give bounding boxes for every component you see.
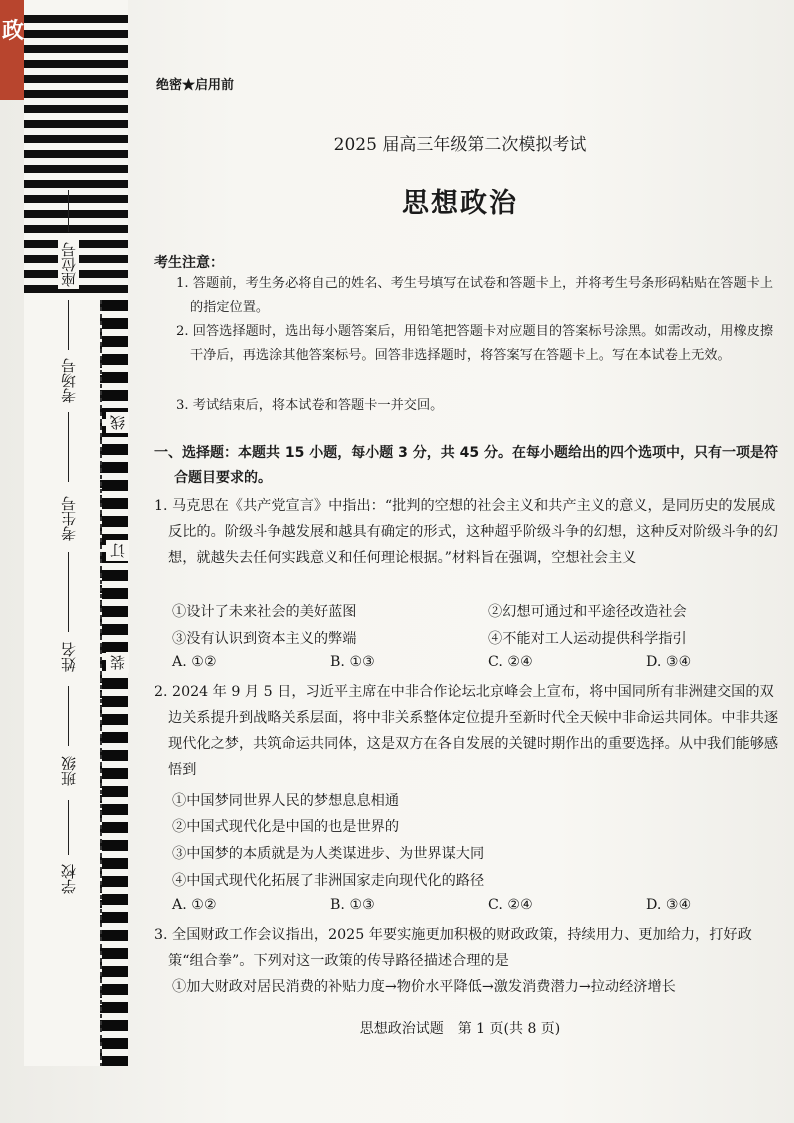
notice-item-3: 3. 考试结束后，将本试卷和答题卡一并交回。 xyxy=(176,398,444,413)
page-content xyxy=(150,0,779,1123)
q2-choice-a: A. ①② xyxy=(172,897,217,913)
q2-statement-1: ①中国梦同世界人民的梦想息息相通 xyxy=(172,793,400,809)
field-line-name xyxy=(68,552,69,632)
field-examinee-number: 考生号 xyxy=(60,496,78,541)
subject-title: 思想政治 xyxy=(402,188,518,219)
field-room-number: 考场号 xyxy=(60,358,78,403)
spine-top-gap xyxy=(24,0,128,10)
field-line-room xyxy=(68,300,69,350)
q2-statement-4: ④中国式现代化拓展了非洲国家走向现代化的路径 xyxy=(172,873,485,889)
q2-choice-d: D. ③④ xyxy=(646,897,692,913)
q1-choice-c: C. ②④ xyxy=(488,654,533,670)
q1-statement-1: ①设计了未来社会的美好蓝图 xyxy=(172,604,357,620)
field-line-class xyxy=(68,686,69,746)
q3-statement-1: ①加大财政对居民消费的补贴力度→物价水平降低→激发消费潜力→拉动经济增长 xyxy=(172,979,676,995)
section-heading: 一、选择题：本题共 15 小题，每小题 3 分，共 45 分。在每小题给出的四个选项中，只有一项是符合题目要求的。 xyxy=(154,445,778,486)
notice-item-1: 1. 答题前，考生务必将自己的姓名、考生号填写在试卷和答题卡上，并将考生号条形码粘贴在答题卡上的指定位置。 xyxy=(176,276,774,315)
q2-statement-2: ②中国式现代化是中国的也是世界的 xyxy=(172,819,400,835)
q2-statement-3: ③中国梦的本质就是为人类谋进步、为世界谋大同 xyxy=(172,846,485,862)
page-footer: 思想政治试题 第 1 页(共 8 页) xyxy=(359,1021,561,1037)
spine-field-column xyxy=(24,300,100,1066)
binding-word-line: 线 xyxy=(106,412,129,433)
notice-item-2: 2. 回答选择题时，选出每小题答案后，用铅笔把答题卡对应题目的答案标号涂黑。如需改动，用橡皮擦干净后，再选涂其他答案标号。回答非选择题时，将答案写在答题卡上。写在本试卷上无效。 xyxy=(176,324,774,363)
q1-choice-a: A. ①② xyxy=(172,654,217,670)
question-1-stem: 1. 马克思在《共产党宣言》中指出：“批判的空想的社会主义和共产主义的意义，是同历史的发展成反比的。阶级斗争越发展和越具有确定的形式，这种超乎阶级斗争的幻想，这种反对阶级斗争的幻想，就越失去任何实践意义和任何理论根据。”材料旨在强调，空想社会主义 xyxy=(154,498,779,566)
field-line-school xyxy=(68,800,69,855)
spine-corner-char: 政 xyxy=(2,19,25,44)
field-line-examinee xyxy=(68,412,69,482)
field-class: 班级 xyxy=(60,756,78,786)
q1-choice-b: B. ①③ xyxy=(330,654,375,670)
exam-title: 2025 届高三年级第二次模拟考试 xyxy=(333,135,587,155)
q2-choice-b: B. ①③ xyxy=(330,897,375,913)
notice-heading: 考生注意： xyxy=(154,255,224,271)
field-line-seat xyxy=(68,190,69,232)
binding-word-bind: 装 xyxy=(106,652,129,673)
field-seat-number: 座位号 xyxy=(60,242,78,287)
spine-corner-tab xyxy=(0,0,24,100)
field-school: 学校 xyxy=(60,864,78,894)
confidential-mark: 绝密★启用前 xyxy=(156,78,235,93)
field-name: 姓名 xyxy=(60,642,78,672)
q1-choice-d: D. ③④ xyxy=(646,654,692,670)
q1-statement-4: ④不能对工人运动提供科学指引 xyxy=(488,631,687,647)
question-3-stem: 3. 全国财政工作会议指出，2025 年要实施更加积极的财政政策，持续用力、更加给力，打好政策“组合拳”。下列对这一政策的传导路径描述合理的是 xyxy=(154,927,752,969)
q1-statement-2: ②幻想可通过和平途径改造社会 xyxy=(488,604,687,620)
q1-statement-3: ③没有认识到资本主义的弊端 xyxy=(172,631,357,647)
binding-word-order: 订 xyxy=(106,540,129,561)
q2-choice-c: C. ②④ xyxy=(488,897,533,913)
question-2-stem: 2. 2024 年 9 月 5 日，习近平主席在中非合作论坛北京峰会上宣布，将中国同所有非洲建交国的双边关系提升到战略关系层面，将中非关系整体定位提升至新时代全天候中非命运共同体。中非共逐现代化之梦，共筑命运共同体，这是双方在各自发展的关键时期作出的重要选择。从中我们能够感悟到 xyxy=(154,684,779,778)
